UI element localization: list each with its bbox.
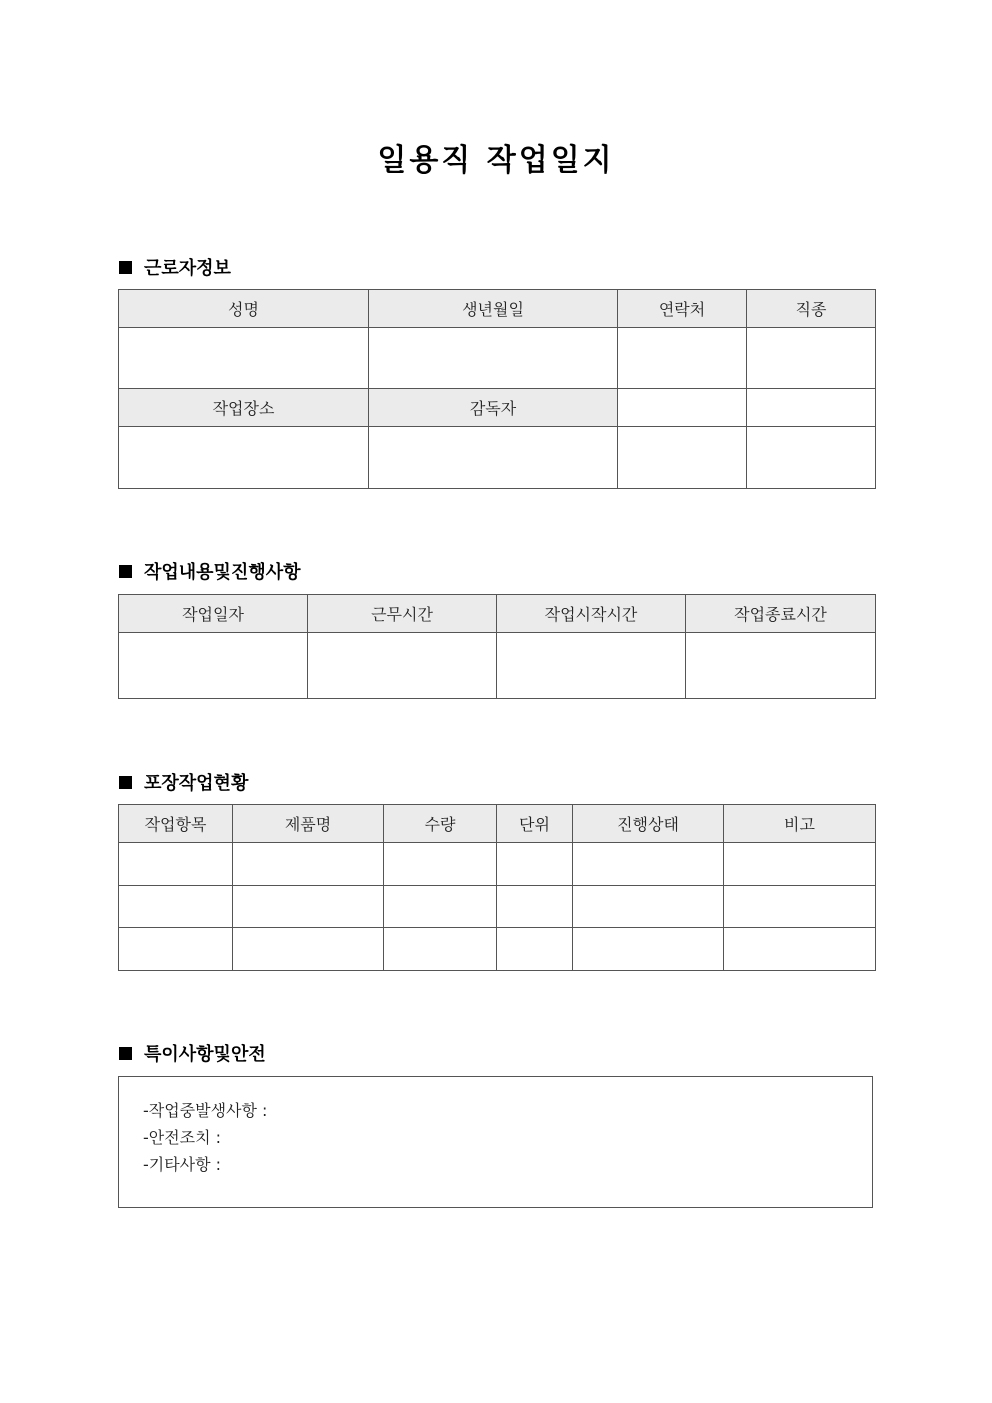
- contact-field[interactable]: [618, 328, 747, 389]
- job-type-field[interactable]: [747, 328, 876, 389]
- supervisor-field[interactable]: [369, 427, 618, 489]
- table-row: [119, 928, 876, 971]
- table-cell[interactable]: [119, 843, 233, 886]
- table-cell[interactable]: [573, 886, 724, 928]
- square-bullet-icon: [119, 776, 132, 789]
- header-end-time: 작업종료시간: [686, 595, 876, 633]
- table-cell[interactable]: [724, 928, 876, 971]
- section-heading-label: 근로자정보: [144, 258, 231, 279]
- header-contact: 연락처: [618, 290, 747, 328]
- special-notes-box[interactable]: [118, 1076, 873, 1208]
- name-field[interactable]: [119, 328, 369, 389]
- empty-cell[interactable]: [747, 427, 876, 489]
- end-time-field[interactable]: [686, 633, 876, 699]
- header-work-hours: 근무시간: [308, 595, 497, 633]
- section-heading-label: 포장작업현황: [144, 773, 249, 794]
- table-cell[interactable]: [233, 843, 384, 886]
- section-heading-special: [119, 1040, 266, 1066]
- section-heading-work-content: [119, 558, 301, 584]
- header-name: 성명: [119, 290, 369, 328]
- birthdate-field[interactable]: [369, 328, 618, 389]
- section-heading-label: 작업내용및진행사항: [144, 562, 301, 583]
- table-cell[interactable]: [384, 843, 497, 886]
- work-date-field[interactable]: [119, 633, 308, 699]
- section-heading-worker-info: [119, 254, 231, 280]
- work-location-field[interactable]: [119, 427, 369, 489]
- note-other: -기타사항 :: [143, 1155, 222, 1174]
- note-safety-measures: -안전조치 :: [143, 1128, 222, 1147]
- square-bullet-icon: [119, 261, 132, 274]
- table-cell[interactable]: [724, 886, 876, 928]
- header-birthdate: 생년월일: [369, 290, 618, 328]
- empty-cell[interactable]: [618, 427, 747, 489]
- header-progress: 진행상태: [573, 805, 724, 843]
- square-bullet-icon: [119, 1047, 132, 1060]
- table-cell[interactable]: [573, 928, 724, 971]
- table-cell[interactable]: [497, 928, 573, 971]
- table-row: [119, 843, 876, 886]
- header-work-item: 작업항목: [119, 805, 233, 843]
- table-cell[interactable]: [233, 928, 384, 971]
- table-cell[interactable]: [233, 886, 384, 928]
- work-content-table: [118, 594, 876, 699]
- empty-cell[interactable]: [747, 389, 876, 427]
- table-cell[interactable]: [119, 886, 233, 928]
- worker-info-table: [118, 289, 876, 489]
- header-product-name: 제품명: [233, 805, 384, 843]
- packaging-table: [118, 804, 876, 971]
- table-cell[interactable]: [384, 886, 497, 928]
- page-title: 일용직 작업일지: [377, 143, 615, 178]
- table-cell[interactable]: [573, 843, 724, 886]
- start-time-field[interactable]: [497, 633, 686, 699]
- table-cell[interactable]: [497, 843, 573, 886]
- table-cell[interactable]: [724, 843, 876, 886]
- header-work-date: 작업일자: [119, 595, 308, 633]
- section-heading-packaging: [119, 769, 248, 795]
- header-unit: 단위: [497, 805, 573, 843]
- square-bullet-icon: [119, 565, 132, 578]
- table-cell[interactable]: [497, 886, 573, 928]
- header-remarks: 비고: [724, 805, 876, 843]
- empty-cell[interactable]: [618, 389, 747, 427]
- header-quantity: 수량: [384, 805, 497, 843]
- header-start-time: 작업시작시간: [497, 595, 686, 633]
- note-incidents: -작업중발생사항 :: [143, 1101, 268, 1120]
- header-supervisor: 감독자: [369, 389, 618, 427]
- table-row: [119, 886, 876, 928]
- table-cell[interactable]: [384, 928, 497, 971]
- header-job-type: 직종: [747, 290, 876, 328]
- section-heading-label: 특이사항및안전: [144, 1044, 266, 1065]
- header-work-location: 작업장소: [119, 389, 369, 427]
- table-cell[interactable]: [119, 928, 233, 971]
- work-hours-field[interactable]: [308, 633, 497, 699]
